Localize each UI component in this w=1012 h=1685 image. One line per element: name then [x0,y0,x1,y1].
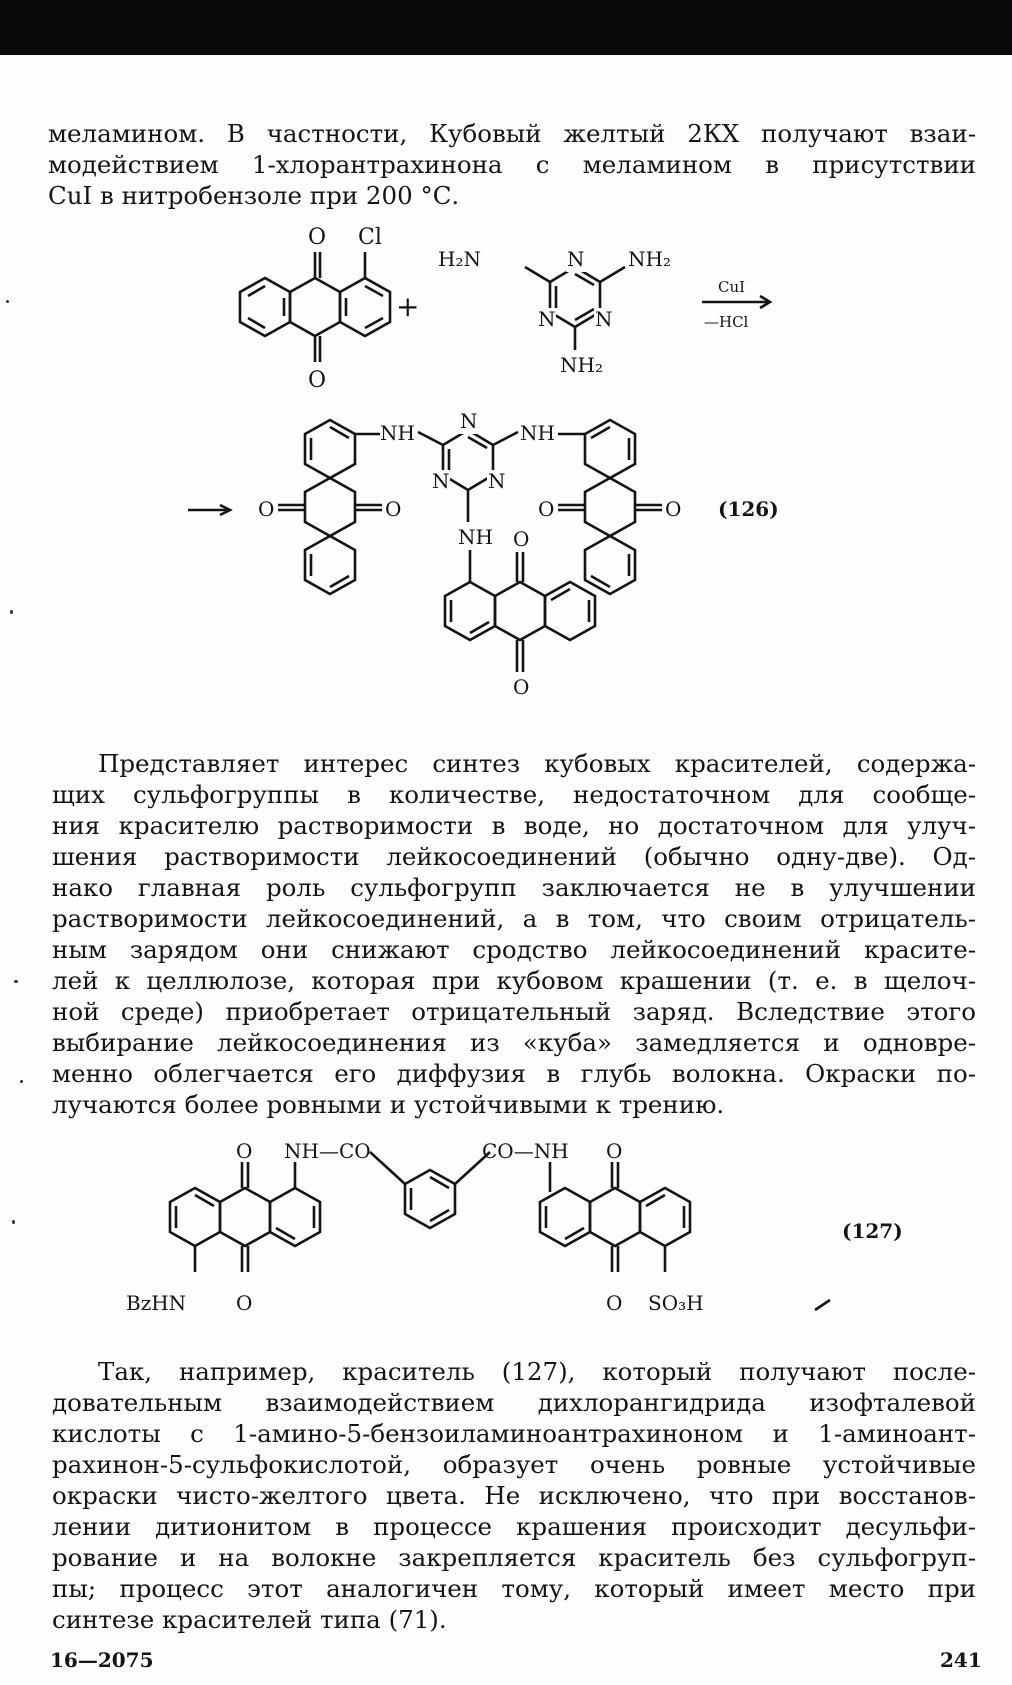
sulfo-group: SO₃H [648,1291,704,1315]
nitrogen-label: N [538,307,556,331]
text-line: довательным взаимодействием дихлорангидрида изофталевой [52,1388,976,1417]
nh-linker: NH [380,421,415,445]
text-line: кислоты с 1-амино-5-бензоиламиноантрахиноном и 1-аминоант- [52,1419,976,1448]
scan-speck [12,1220,15,1224]
text-line: лении дитионитом в процессе крашения происходит десульфи- [52,1512,976,1541]
chlorine-label: Cl [358,225,382,250]
nitrogen-label: N [595,307,613,331]
oxygen-label: O [308,368,327,393]
oxygen-label: O [606,1291,623,1315]
nitrogen-label: N [432,469,450,493]
paragraph-intro [48,118,976,211]
text-line: лучаются более ровными и устойчивыми к трению. [52,1090,725,1119]
nh-linker: NH [458,525,493,549]
text-line: Так, например, краситель (127), который получают после- [98,1357,976,1386]
oxygen-label: O [513,675,530,699]
oxygen-label: O [513,527,530,551]
text-line: ным зарядом они снижают сродство лейкосоединений красите- [52,935,976,964]
amide-linker: CO—NH [482,1140,569,1163]
scan-speck [20,1080,23,1083]
scan-speck [10,610,13,614]
scan-speck [6,300,9,303]
text-line: рование и на волокне закрепляется краситель без сульфогруп- [52,1543,976,1572]
scan-speck [14,980,18,983]
reagent-label: —HCl [704,313,749,331]
oxygen-label: O [236,1291,253,1315]
text-line: нако главная роль сульфогрупп заключается не в улучшении [52,873,976,902]
text-line: меламином. В частности, Кубовый желтый 2КХ получают взаи- [48,119,976,148]
paragraph-dye-127 [52,1356,976,1635]
text-line: CuI в нитробензоле при 200 °С. [48,181,460,210]
text-line: модействием 1-хлорантрахинона с меламином в присутствии [48,150,976,179]
text-line: окраски чисто-желтого цвета. Не исключено, что при восстанов- [52,1481,976,1510]
amino-group: NH₂ [628,247,671,271]
reagent-label: CuI [718,278,746,296]
text-line: ной среде) приобретает отрицательный заряд. Вследствие этого [52,997,976,1026]
oxygen-label: O [665,497,682,521]
plus-sign: + [396,290,420,323]
nitrogen-label: N [488,469,506,493]
scan-top-edge [0,0,1012,55]
reaction-scheme-reactants [220,222,800,402]
amino-group: NH₂ [560,353,603,377]
amide-linker: NH—CO [284,1140,371,1163]
text-line: щих сульфогруппы в количестве, недостаточном для сообще- [52,780,976,809]
text-line: менно облегчается его диффузия в глубь волокна. Окраски по- [52,1059,976,1088]
oxygen-label: O [258,497,275,521]
text-line: лей к целлюлозе, которая при кубовом крашении (т. е. в щелоч- [52,966,976,995]
text-line: рахинон-5-сульфокислотой, образует очень ровные устойчивые [52,1450,976,1479]
oxygen-label: O [538,497,555,521]
text-line: шения растворимости лейкосоединений (обычно одну-две). Од- [52,842,976,871]
product-structure-126 [180,410,840,740]
text-line: выбирание лейкосоединения из «куба» замедляется и одновре- [52,1028,976,1057]
paragraph-sulfo-dyes [52,748,976,1120]
compound-number: (126) [718,497,779,521]
text-line: ния красителю растворимости в воде, но достаточном для улуч- [52,811,976,840]
oxygen-label: O [606,1140,623,1163]
oxygen-label: O [385,497,402,521]
text-line: растворимости лейкосоединений, а в том, что своим отрицатель- [52,904,976,933]
nitrogen-label: N [460,410,478,433]
page-number: 241 [940,1648,982,1672]
oxygen-label: O [308,225,327,250]
text-line: Представляет интерес синтез кубовых красителей, содержа- [98,749,976,778]
nitrogen-label: N [567,247,585,271]
text-line: пы; процесс этот аналогичен тому, который имеет место при [52,1574,976,1603]
text-line: синтезе красителей типа (71). [52,1605,447,1634]
dye-structure-127 [120,1140,920,1330]
compound-number: (127) [842,1219,903,1243]
signature-mark: 16—2075 [50,1648,154,1672]
nh-linker: NH [520,421,555,445]
benzoylamino-group: BzHN [126,1291,187,1315]
oxygen-label: O [236,1140,253,1163]
amino-group: H₂N [438,247,481,271]
